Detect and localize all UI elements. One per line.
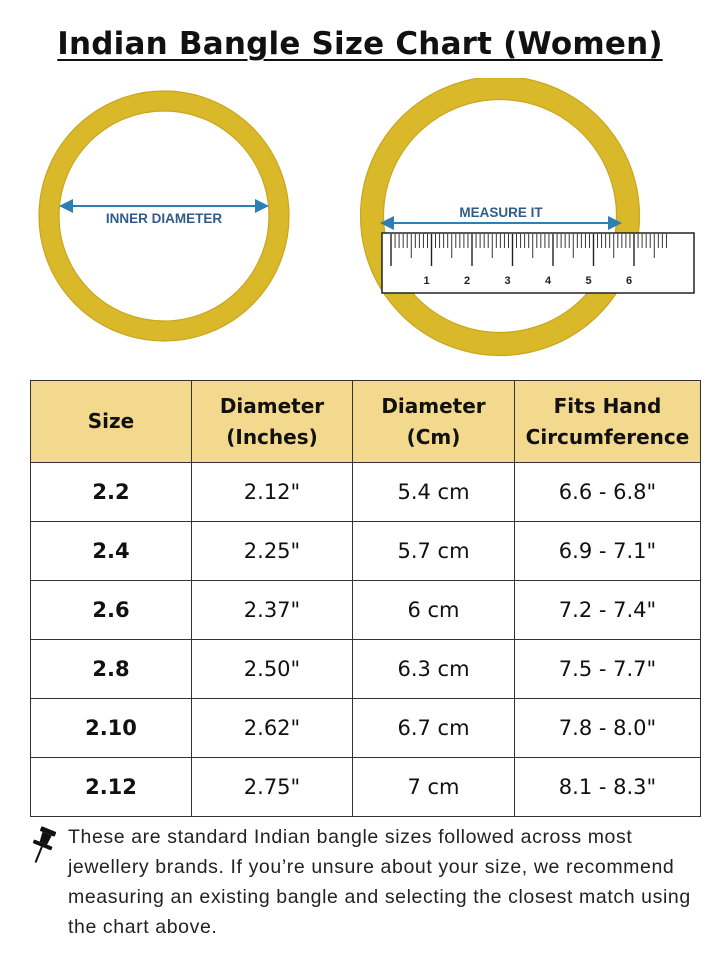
cell-diameter-cm: 5.4 cm: [353, 463, 515, 522]
cell-size: 2.12: [31, 758, 192, 817]
cell-size: 2.4: [31, 522, 192, 581]
table-row: [31, 640, 701, 699]
cell-diameter-cm: 5.7 cm: [353, 522, 515, 581]
cell-fits-hand: 8.1 - 8.3": [515, 758, 701, 817]
cell-fits-hand: 7.2 - 7.4": [515, 581, 701, 640]
right-bangle: [361, 78, 695, 356]
cell-size: 2.2: [31, 463, 192, 522]
header-diameter-inches-line-1: Diameter: [219, 393, 325, 418]
cell-diameter-inches: 2.75": [192, 758, 353, 817]
cell-diameter-cm: 6.7 cm: [353, 699, 515, 758]
header-size-line-1: Size: [87, 409, 135, 433]
ruler-number: 6: [625, 275, 633, 287]
cell-diameter-cm: 6 cm: [353, 581, 515, 640]
cell-diameter-inches: 2.50": [192, 640, 353, 699]
cell-fits-hand: 7.5 - 7.7": [515, 640, 701, 699]
ruler-number: 4: [544, 275, 552, 287]
left-bangle: [39, 91, 289, 341]
cell-fits-hand: 7.8 - 8.0": [515, 699, 701, 758]
pushpin-icon: [30, 826, 56, 870]
cell-size: 2.6: [31, 581, 192, 640]
ruler-number: 2: [463, 275, 471, 287]
note-text: These are standard Indian bangle sizes followed across most jewellery brands. If you’re unsure about your size, we recommend measuring an existing bangle and selecting the closest match using the chart above.: [68, 826, 691, 938]
header-diameter-cm-line-1: Diameter: [381, 393, 486, 418]
table-row: [31, 522, 701, 581]
ruler: [382, 233, 694, 293]
header-fits-hand: [515, 381, 701, 463]
header-diameter-inches: [192, 381, 353, 463]
table-row: [31, 758, 701, 817]
cell-diameter-inches: 2.25": [192, 522, 353, 581]
inner-diameter-label: INNER DIAMETER: [105, 211, 223, 226]
cell-diameter-inches: 2.37": [192, 581, 353, 640]
bangle-illustrations: [0, 78, 720, 378]
size-table-container: [30, 380, 700, 817]
table-header-row: [31, 381, 701, 463]
table-row: [31, 581, 701, 640]
cell-diameter-inches: 2.62": [192, 699, 353, 758]
header-diameter-cm-line-2: (Cm): [406, 424, 461, 449]
header-fits-hand-line-1: Fits Hand: [553, 393, 662, 418]
measure-it-label: MEASURE IT: [459, 205, 543, 220]
cell-fits-hand: 6.9 - 7.1": [515, 522, 701, 581]
page-title: Indian Bangle Size Chart (Women): [57, 26, 663, 62]
table-row: [31, 699, 701, 758]
cell-size: 2.10: [31, 699, 192, 758]
header-diameter-inches-line-2: (Inches): [226, 424, 318, 449]
ruler-number: 5: [585, 275, 592, 287]
cell-diameter-cm: 7 cm: [353, 758, 515, 817]
header-fits-hand-line-2: Circumference: [525, 424, 690, 449]
cell-diameter-cm: 6.3 cm: [353, 640, 515, 699]
size-table: [30, 380, 701, 817]
table-row: [31, 463, 701, 522]
header-size: [31, 381, 192, 463]
header-diameter-cm: [353, 381, 515, 463]
ruler-number: 3: [504, 275, 511, 287]
cell-size: 2.8: [31, 640, 192, 699]
ruler-number: 1: [423, 275, 430, 287]
cell-fits-hand: 6.6 - 6.8": [515, 463, 701, 522]
cell-diameter-inches: 2.12": [192, 463, 353, 522]
